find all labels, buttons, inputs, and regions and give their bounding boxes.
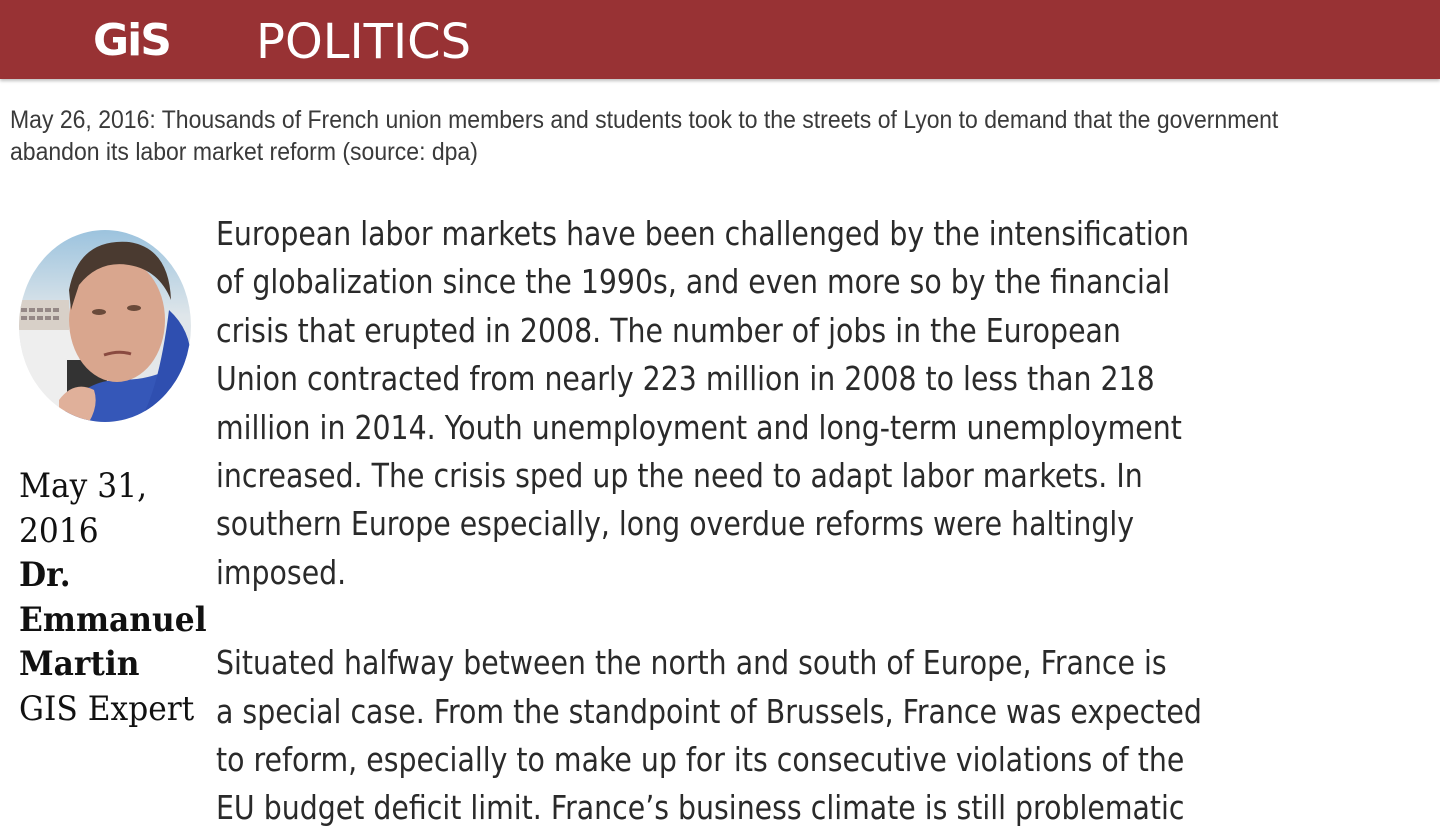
article-line: Situated halfway between the north and south of Europe, France is: [216, 643, 1167, 683]
article-paragraph-2: [216, 639, 1226, 833]
photo-caption: [10, 104, 1298, 168]
publish-date-line2: 2016: [19, 510, 99, 551]
author-name-line2[interactable]: Emmanuel: [19, 599, 207, 640]
article-line: southern Europe especially, long overdue reforms were haltingly: [216, 504, 1135, 544]
article-line: EU budget deficit limit. France’s business climate is still problematic: [216, 788, 1185, 828]
caption-line: May 26, 2016: Thousands of French union members and students took to the streets of Lyon to demand that the government: [10, 106, 1279, 134]
article-line: imposed.: [216, 552, 347, 592]
article-paragraph-1: [216, 210, 1226, 597]
caption-line: abandon its labor market reform (source: dpa): [10, 138, 478, 166]
top-header-bar: [0, 0, 1440, 79]
section-title[interactable]: POLITICS: [256, 14, 472, 70]
author-name-line3[interactable]: Martin: [19, 644, 140, 684]
author-name-line1[interactable]: Dr.: [19, 555, 71, 595]
article-line: a special case. From the standpoint of Brussels, France was expected: [216, 691, 1202, 731]
article-line: Union contracted from nearly 223 million in 2008 to less than 218: [216, 359, 1155, 399]
author-role: GIS Expert: [19, 688, 195, 729]
article-line: crisis that erupted in 2008. The number of jobs in the European: [216, 310, 1121, 350]
article-body: [216, 210, 1226, 833]
article-line: of globalization since the 1990s, and even more so by the financial: [216, 262, 1171, 302]
author-byline: [19, 464, 207, 731]
publish-date-line1: May 31,: [19, 466, 148, 506]
author-portrait-icon: [19, 230, 191, 422]
article-line: European labor markets have been challenged by the intensification: [216, 214, 1190, 253]
gis-logo[interactable]: GiS: [93, 15, 170, 66]
article-line: increased. The crisis sped up the need to adapt labor markets. In: [216, 456, 1143, 496]
author-avatar: [19, 230, 191, 422]
article-line: to reform, especially to make up for its consecutive violations of the: [216, 740, 1185, 780]
article-line: million in 2014. Youth unemployment and long-term unemployment: [216, 407, 1182, 447]
